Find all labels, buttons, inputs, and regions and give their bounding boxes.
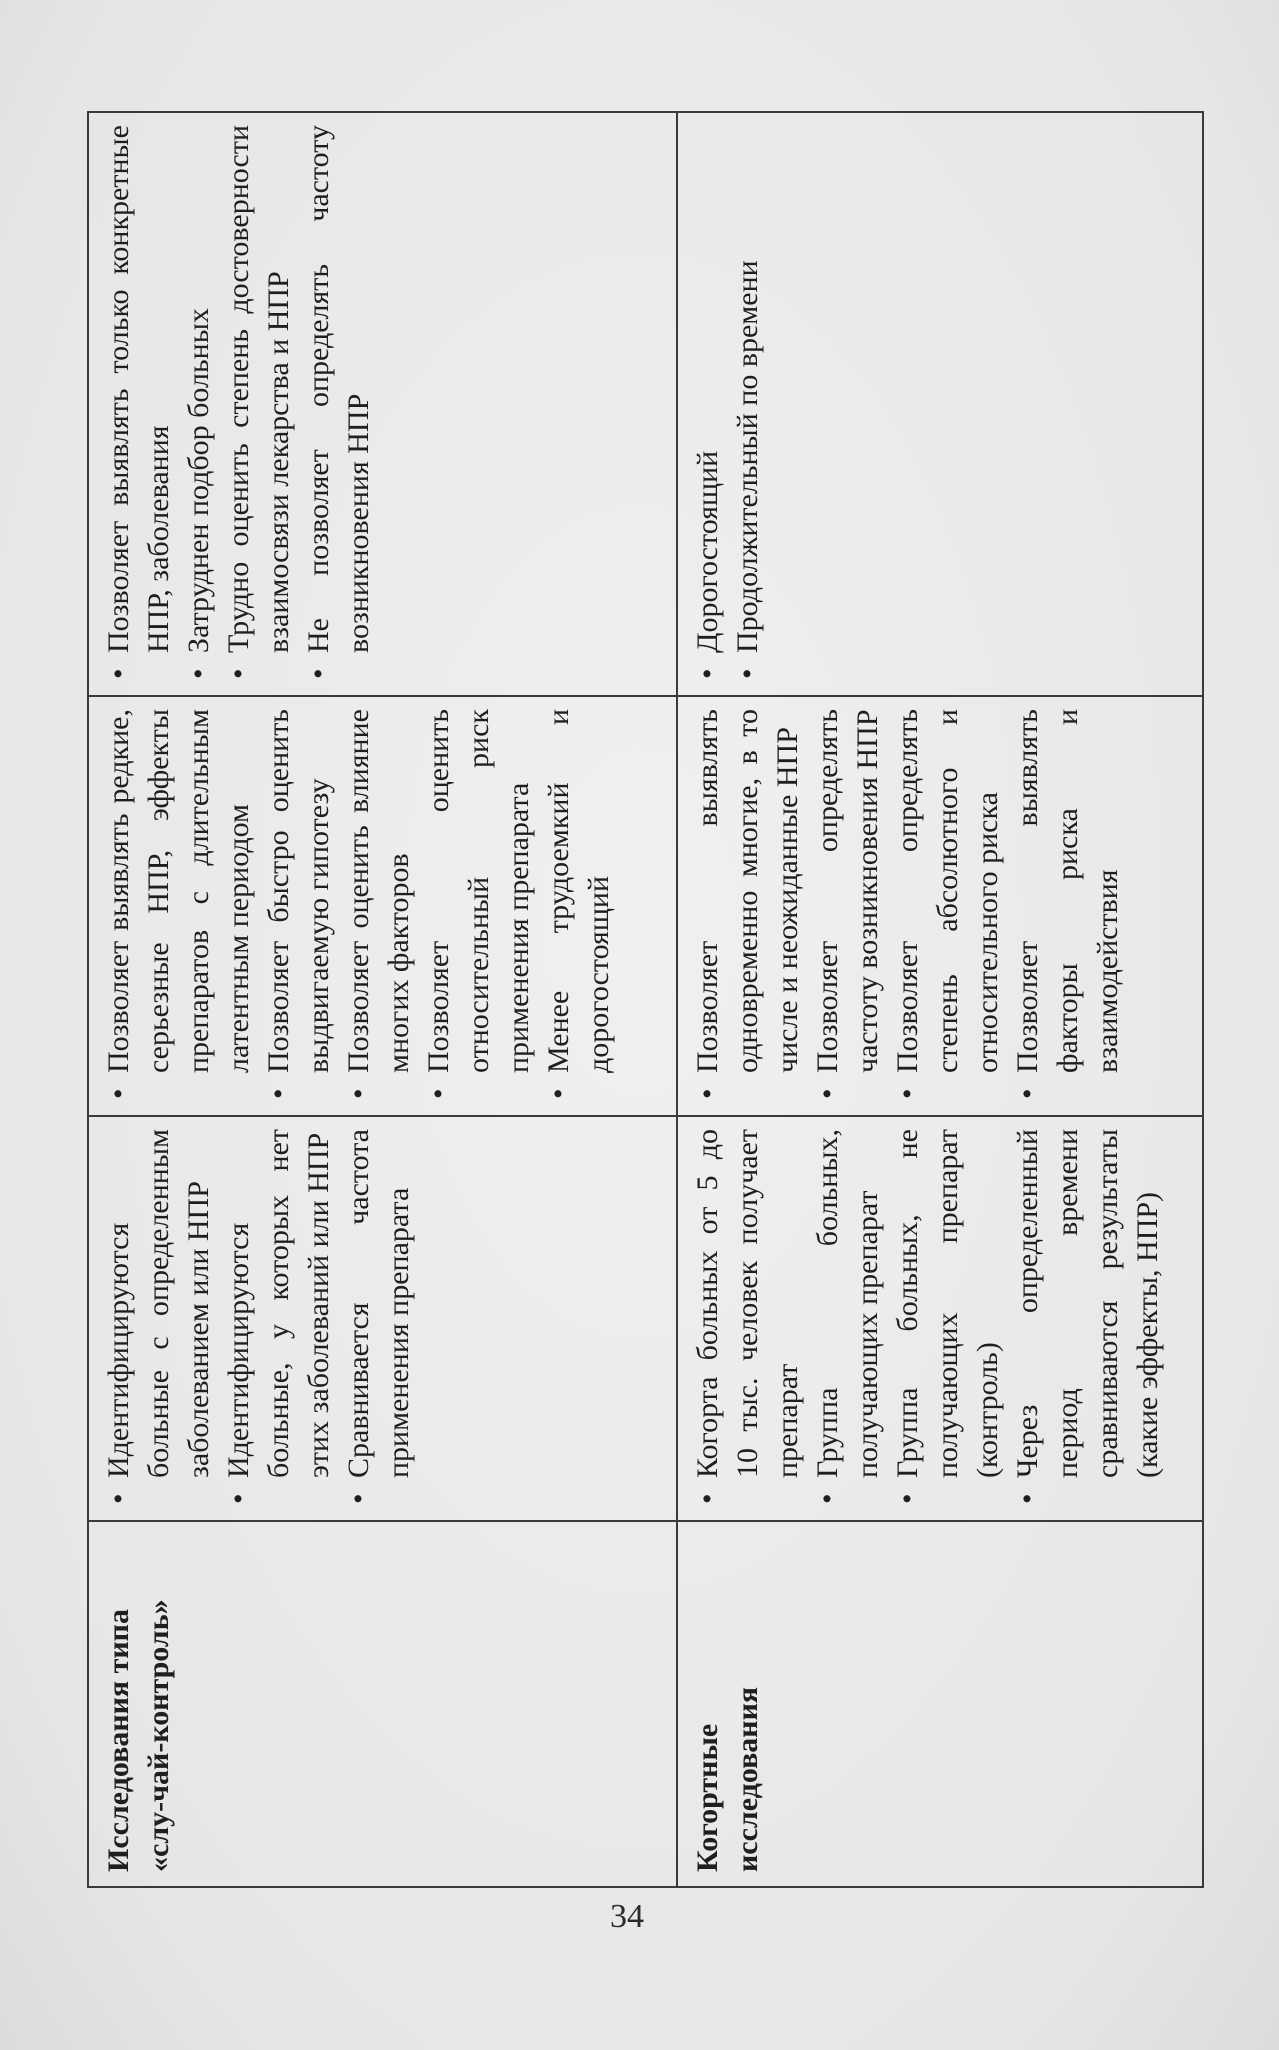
description-cell — [88, 1116, 677, 1521]
table-row — [88, 112, 677, 1887]
list-item: • Через определенный период времени сравниваются результаты (какие эффекты, НПР) — [1008, 1129, 1168, 1506]
list-item: • Идентифицируются больные, у которых нет этих заболеваний или НПР — [219, 1129, 339, 1506]
list-item: • Позволяет быстро оценить выдвигаемую гипотезу — [259, 709, 339, 1101]
method-cell — [88, 1521, 677, 1887]
list-item: • Дорогостоящий — [688, 125, 728, 681]
method-cell — [677, 1521, 1203, 1887]
list-item: • Затруднен подбор больных — [179, 125, 219, 681]
disadvantages-list — [99, 125, 379, 681]
list-item: • Продолжительный по времени — [728, 125, 768, 681]
list-item: • Группа больных, получающих препарат — [808, 1129, 888, 1506]
list-item: • Позволяет оценить относительный риск применения препарата — [419, 709, 539, 1101]
table-row — [677, 112, 1203, 1887]
advantages-cell — [88, 696, 677, 1116]
list-item: • Позволяет выявлять редкие, серьезные НПР, эффекты препаратов с длительным латентным периодом — [99, 709, 259, 1101]
list-item: • Трудно оценить степень достоверности взаимосвязи лекарства и НПР — [219, 125, 299, 681]
list-item: • Когорта больных от 5 до 10 тыс. человек получает препарат — [688, 1129, 808, 1506]
disadvantages-list — [688, 125, 768, 681]
page-number: 34 — [610, 1898, 644, 1935]
rotated-table-wrapper — [87, 111, 1204, 1888]
advantages-list — [99, 709, 619, 1101]
advantages-list — [688, 709, 1128, 1101]
advantages-cell — [677, 696, 1203, 1116]
disadvantages-cell — [677, 112, 1203, 696]
list-item: • Не позволяет определять частоту возникновения НПР — [299, 125, 379, 681]
list-item: • Группа больных, не получающих препарат (контроль) — [888, 1129, 1008, 1506]
description-list — [99, 1129, 419, 1506]
list-item: • Позволяет определять частоту возникновения НПР — [808, 709, 888, 1101]
list-item: • Позволяет выявлять факторы риска и взаимодействия — [1008, 709, 1128, 1101]
list-item: • Позволяет выявлять одновременно многие, в то числе и неожиданные НПР — [688, 709, 808, 1101]
disadvantages-cell — [88, 112, 677, 696]
list-item: • Сравнивается частота применения препарата — [339, 1129, 419, 1506]
list-item: • Позволяет определять степень абсолютного и относительного риска — [888, 709, 1008, 1101]
methods-table — [87, 111, 1204, 1888]
list-item: • Идентифицируются больные с определенным заболеванием или НПР — [99, 1129, 219, 1506]
list-item: • Менее трудоемкий и дорогостоящий — [539, 709, 619, 1101]
method-title: Исследования типа «слу-чай-контроль» — [102, 1599, 175, 1872]
method-title: Когортные исследования — [691, 1686, 764, 1872]
description-cell — [677, 1116, 1203, 1521]
description-list — [688, 1129, 1168, 1506]
list-item: • Позволяет оценить влияние многих факторов — [339, 709, 419, 1101]
list-item: • Позволяет выявлять только конкретные НПР, заболевания — [99, 125, 179, 681]
